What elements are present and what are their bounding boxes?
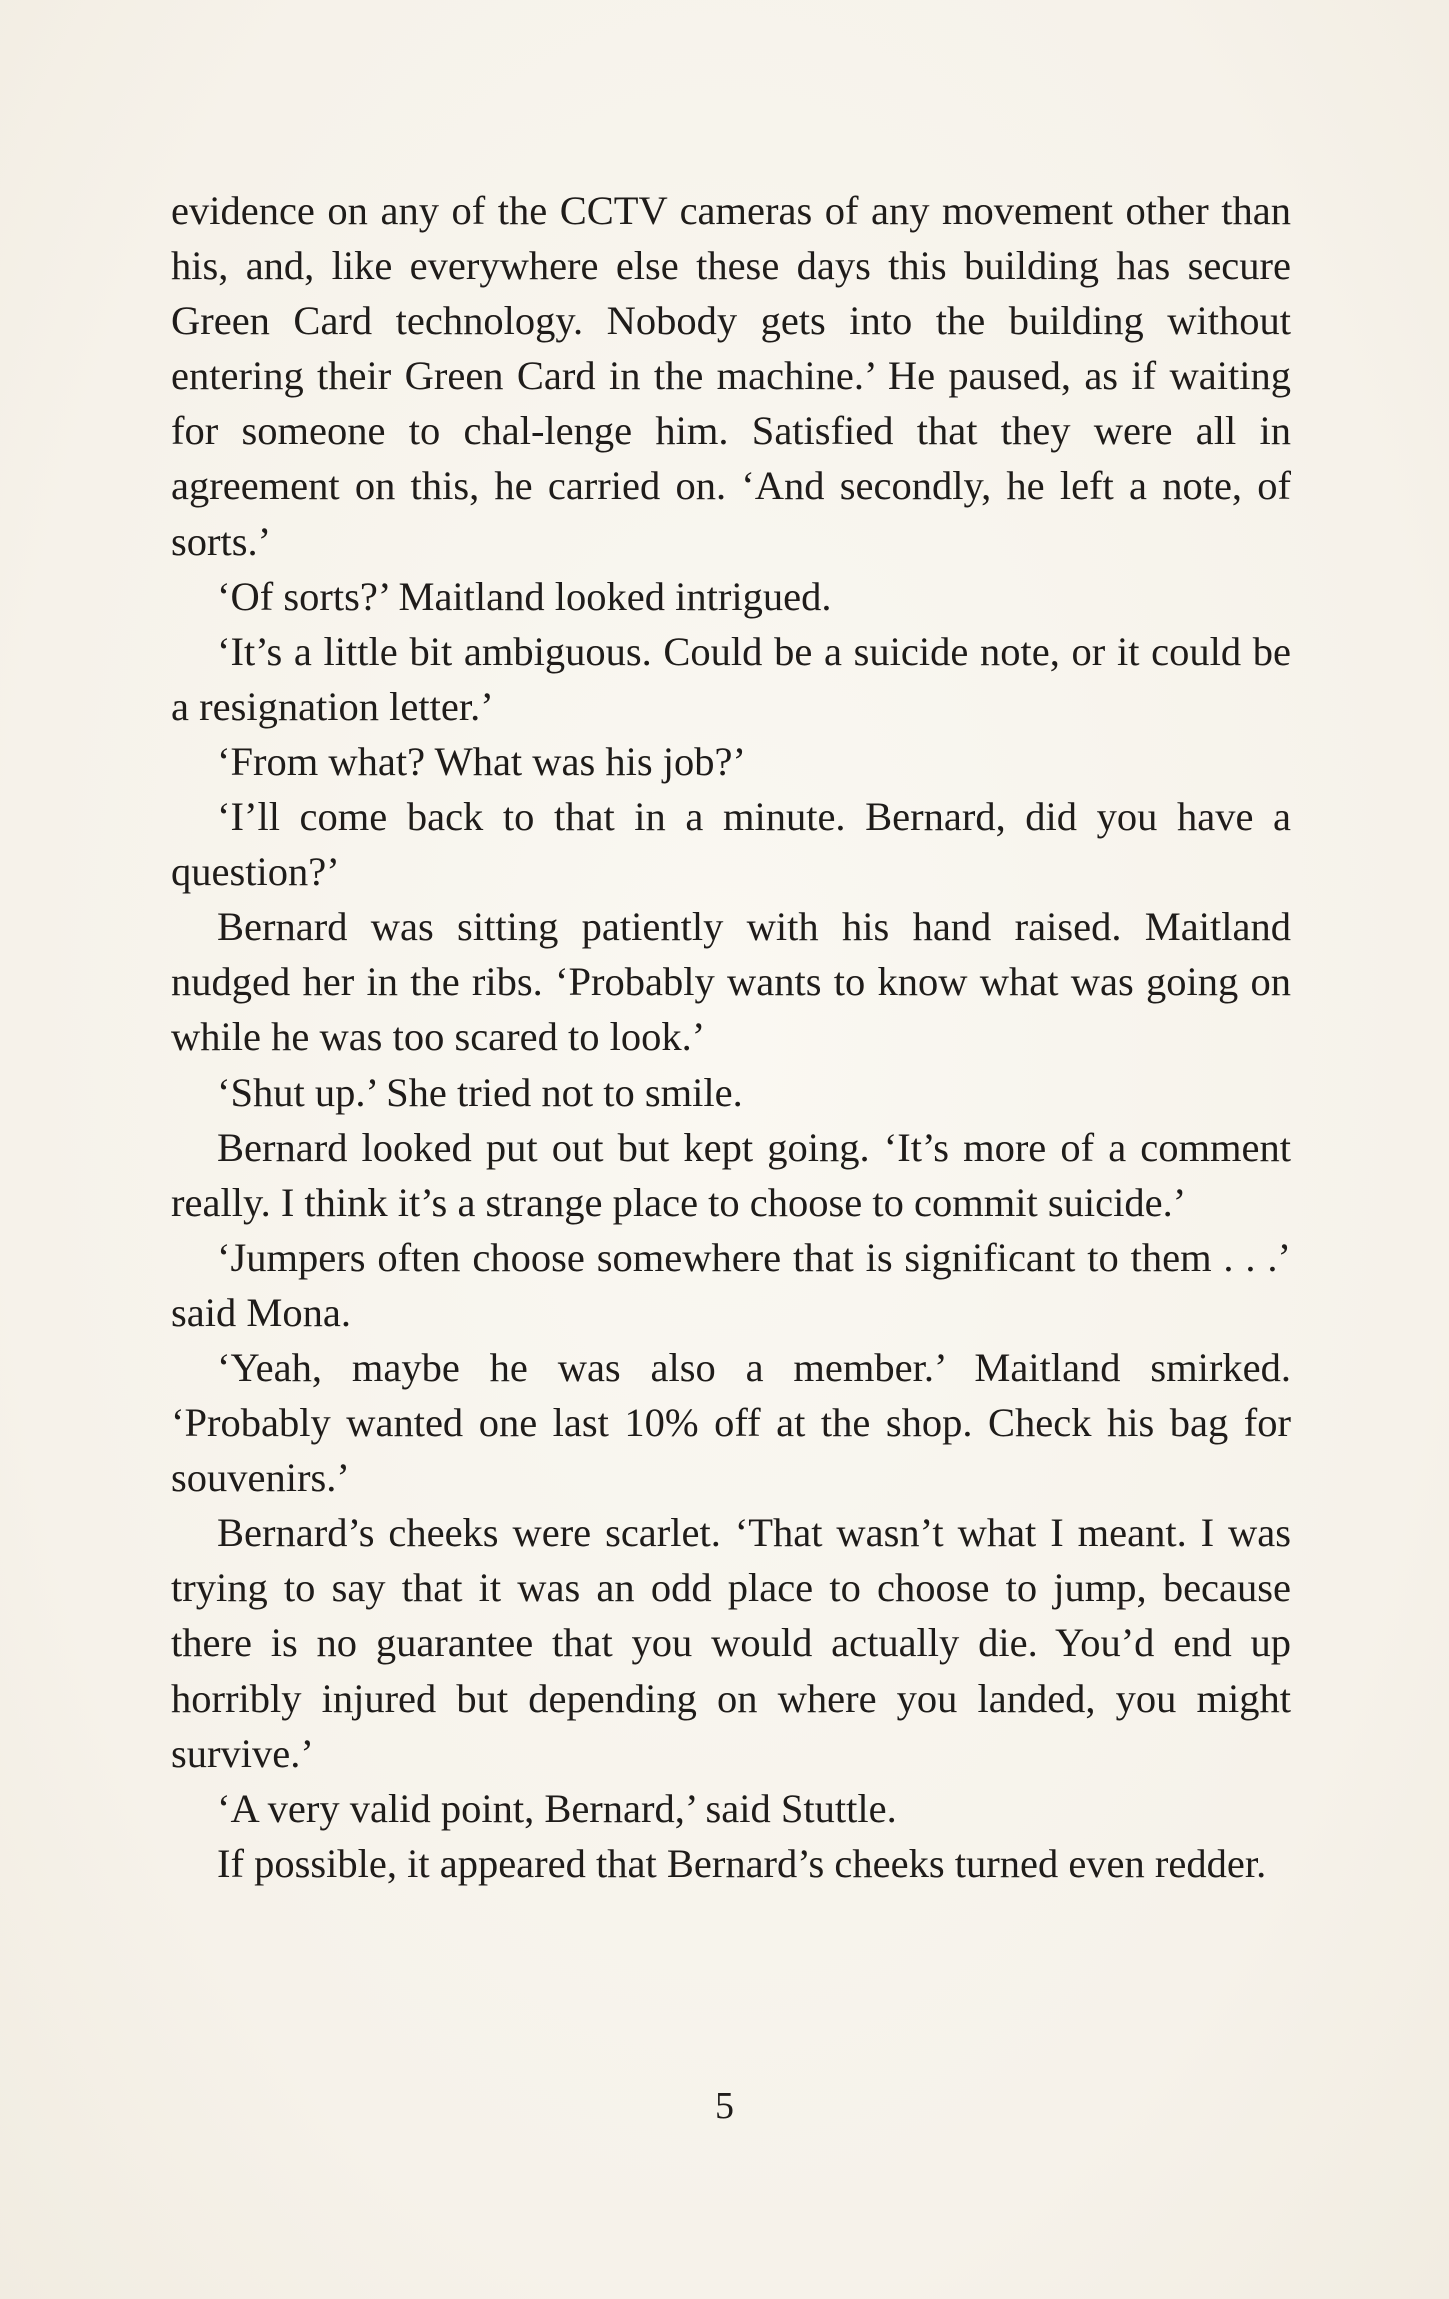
paragraph: Bernard looked put out but kept going. ‘It’s more of a comment really. I think it’s a strange place to choose to commit suicide.’ [171, 1124, 1291, 1225]
paragraph: If possible, it appeared that Bernard’s cheeks turned even redder. [217, 1840, 1267, 1886]
paragraph: ‘Shut up.’ She tried not to smile. [217, 1069, 743, 1115]
paragraph: Bernard was sitting patiently with his hand raised. Maitland nudged her in the ribs. ‘Probably wants to know what was going on while he was too scared to look.’ [171, 904, 1291, 1060]
paragraph: ‘I’ll come back to that in a minute. Bernard, did you have a question?’ [171, 794, 1291, 895]
paragraph: ‘A very valid point, Bernard,’ said Stuttle. [217, 1785, 897, 1831]
page-number: 5 [715, 2085, 734, 2127]
paragraph: ‘From what? What was his job?’ [217, 738, 747, 784]
paragraph: ‘It’s a little bit ambiguous. Could be a suicide note, or it could be a resignation letter.’ [171, 628, 1291, 729]
paragraph: evidence on any of the CCTV cameras of any movement other than his, and, like everywhere else these days this building has secure Green Card technology. Nobody gets into the building without entering their Green Card in the machine.’ He paused, as if waiting for someone to chal-lenge him. Satisfied that they were all in agreement on this, he carried on. ‘And secondly, he left a note, of sorts.’ [171, 188, 1291, 564]
paragraph: ‘Yeah, maybe he was also a member.’ Maitland smirked. ‘Probably wanted one last 10% off at the shop. Check his bag for souvenirs.’ [171, 1344, 1291, 1501]
body-text [171, 183, 1291, 1891]
paragraph: ‘Jumpers often choose somewhere that is significant to them . . .’ said Mona. [171, 1234, 1291, 1335]
paragraph: Bernard’s cheeks were scarlet. ‘That wasn’t what I meant. I was trying to say that it was an odd place to choose to jump, because there is no guarantee that you would actually die. You’d end up horribly injured but depending on where you landed, you might survive.’ [171, 1510, 1291, 1776]
paragraph: ‘Of sorts?’ Maitland looked intrigued. [217, 573, 832, 619]
